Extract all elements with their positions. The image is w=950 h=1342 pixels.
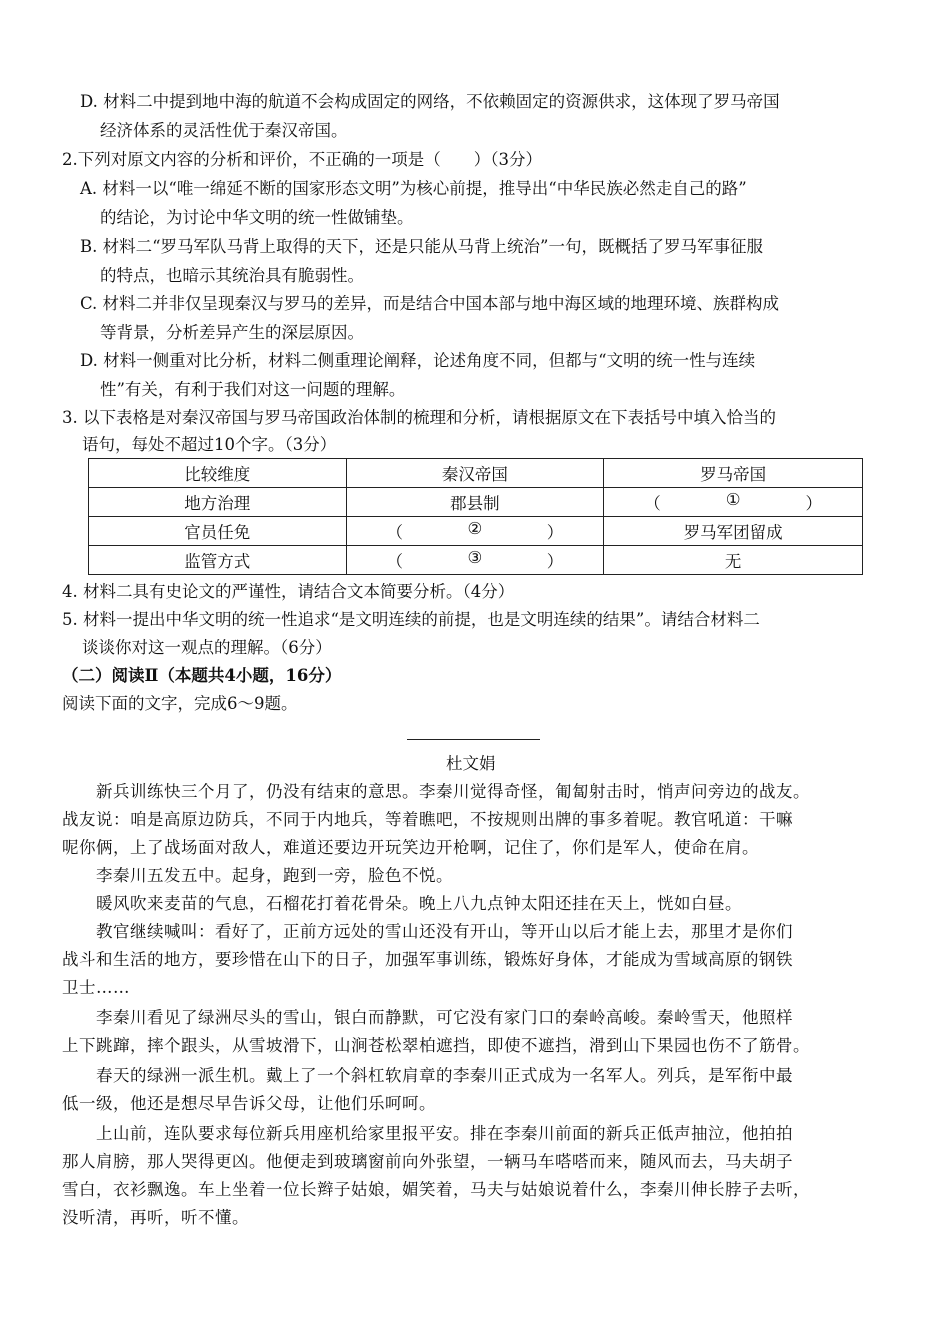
title-blank-rule — [407, 739, 540, 740]
q2-option-a-line2: 的结论，为讨论中华文明的统一性做铺垫。 — [100, 208, 414, 227]
table-header-cell: 罗马帝国 — [604, 459, 863, 488]
story-line: 那人肩膀，那人哭得更凶。他便走到玻璃窗前向外张望，一辆马车嗒嗒而来，随风而去，马夫胡子 — [62, 1152, 793, 1171]
section-instruction: 阅读下面的文字，完成6～9题。 — [62, 694, 298, 713]
q5-stem-line1: 5. 材料一提出中华文明的统一性追求“是文明连续的前提，也是文明连续的结果”。请结合材料二 — [62, 610, 760, 629]
story-line: 低一级，他还是想尽早告诉父母，让他们乐呵呵。 — [62, 1094, 436, 1113]
table-cell-dimension: 监管方式 — [89, 546, 347, 575]
story-line: 战友说：咱是高原边防兵，不同于内地兵，等着瞧吧，不按规则出牌的事多着呢。教官吼道：干嘛 — [62, 810, 793, 829]
story-line: 上山前，连队要求每位新兵用座机给家里报平安。排在李秦川前面的新兵正低声抽泣，他拍拍 — [96, 1124, 793, 1143]
q2-option-a-line1: A. 材料一以“唯一绵延不断的国家形态文明”为核心前提，推导出“中华民族必然走自己的路” — [80, 179, 747, 198]
close-paren: ） — [546, 523, 564, 542]
blank-marker-3: ③ — [467, 548, 483, 567]
q5-stem-line2: 谈谈你对这一观点的理解。（6分） — [82, 638, 332, 657]
story-line: 卫士…… — [62, 978, 130, 997]
story-author: 杜文娟 — [446, 754, 496, 773]
blank-marker-2: ② — [467, 519, 483, 538]
table-header-row — [89, 459, 863, 488]
q2-option-b-line2: 的特点，也暗示其统治具有脆弱性。 — [100, 266, 364, 285]
table-cell-blank-3[interactable] — [346, 546, 604, 575]
open-paren: （ — [386, 523, 404, 542]
table-cell-rome: 无 — [604, 546, 863, 575]
q2-option-c-line2: 等背景，分析差异产生的深层原因。 — [100, 323, 364, 342]
story-line: 春天的绿洲一派生机。戴上了一个斜杠软肩章的李秦川正式成为一名军人。列兵，是军衔中最 — [96, 1066, 793, 1085]
comparison-table — [88, 458, 863, 575]
story-line: 没听清，再听，听不懂。 — [62, 1208, 249, 1227]
story-line: 呢你俩，上了战场面对敌人，难道还要边开玩笑边开枪啊，记住了，你们是军人，使命在肩。 — [62, 838, 759, 857]
close-paren: ） — [546, 552, 564, 571]
q2-option-d-line2: 性”有关，有利于我们对这一问题的理解。 — [100, 380, 406, 399]
close-paren: ） — [805, 494, 822, 513]
open-paren: （ — [386, 552, 404, 571]
q2-option-c-line1: C. 材料二并非仅呈现秦汉与罗马的差异，而是结合中国本部与地中海区域的地理环境、族群构成 — [80, 294, 780, 313]
table-cell-dimension: 官员任免 — [89, 517, 347, 546]
blank-marker-1: ① — [725, 490, 741, 509]
table-cell-qinhan: 郡县制 — [346, 488, 604, 517]
q3-stem-line1: 3. 以下表格是对秦汉帝国与罗马帝国政治体制的梳理和分析，请根据原文在下表括号中填入恰当的 — [62, 408, 776, 427]
story-line: 暖风吹来麦苗的气息，石榴花打着花骨朵。晚上八九点钟太阳还挂在天上，恍如白昼。 — [96, 894, 742, 913]
table-cell-dimension: 地方治理 — [89, 488, 347, 517]
table-row — [89, 517, 863, 546]
table-cell-blank-2[interactable] — [346, 517, 604, 546]
q1-option-d-line1: D. 材料二中提到地中海的航道不会构成固定的网络，不依赖固定的资源供求，这体现了罗马帝国 — [80, 92, 780, 111]
table-header-cell: 比较维度 — [89, 459, 347, 488]
q3-stem-line2: 语句，每处不超过10个字。（3分） — [82, 435, 337, 454]
section-heading: （二）阅读Ⅱ（本题共4小题，16分） — [62, 666, 342, 685]
table-cell-rome: 罗马军团留成 — [604, 517, 863, 546]
story-line: 上下跳蹿，摔个跟头，从雪坡滑下，山涧苍松翠柏遮挡，即使不遮挡，滑到山下果园也伤不了筋骨。 — [62, 1036, 810, 1055]
table-row — [89, 546, 863, 575]
story-line: 教官继续喊叫：看好了，正前方远处的雪山还没有开山，等开山以后才能上去，那里才是你们 — [96, 922, 793, 941]
q2-stem: 2.下列对原文内容的分析和评价，不正确的一项是（ ）（3分） — [62, 150, 542, 169]
story-line: 战斗和生活的地方，要珍惜在山下的日子，加强军事训练，锻炼好身体，才能成为雪域高原的钢铁 — [62, 950, 793, 969]
table-row — [89, 488, 863, 517]
story-line: 雪白，衣衫飘逸。车上坐着一位长辫子姑娘，媚笑着，马夫与姑娘说着什么，李秦川伸长脖子去听， — [62, 1180, 810, 1199]
story-line: 李秦川看见了绿洲尽头的雪山，银白而静默，可它没有家门口的秦岭高峻。秦岭雪天，他照样 — [96, 1008, 793, 1027]
table-cell-blank-1[interactable] — [604, 488, 863, 517]
q2-option-d-line1: D. 材料一侧重对比分析，材料二侧重理论阐释，论述角度不同，但都与“文明的统一性与连续 — [80, 351, 756, 370]
table-header-cell: 秦汉帝国 — [346, 459, 604, 488]
open-paren: （ — [644, 494, 661, 513]
q2-option-b-line1: B. 材料二“罗马军队马背上取得的天下，还是只能从马背上统治”一句，既概括了罗马军事征服 — [80, 237, 763, 256]
q4-stem: 4. 材料二具有史论文的严谨性，请结合文本简要分析。（4分） — [62, 582, 515, 601]
story-line: 李秦川五发五中。起身，跑到一旁，脸色不悦。 — [96, 866, 453, 885]
q1-option-d-line2: 经济体系的灵活性优于秦汉帝国。 — [100, 121, 348, 140]
story-line: 新兵训练快三个月了，仍没有结束的意思。李秦川觉得奇怪，匍匐射击时，悄声问旁边的战友。 — [96, 782, 810, 801]
